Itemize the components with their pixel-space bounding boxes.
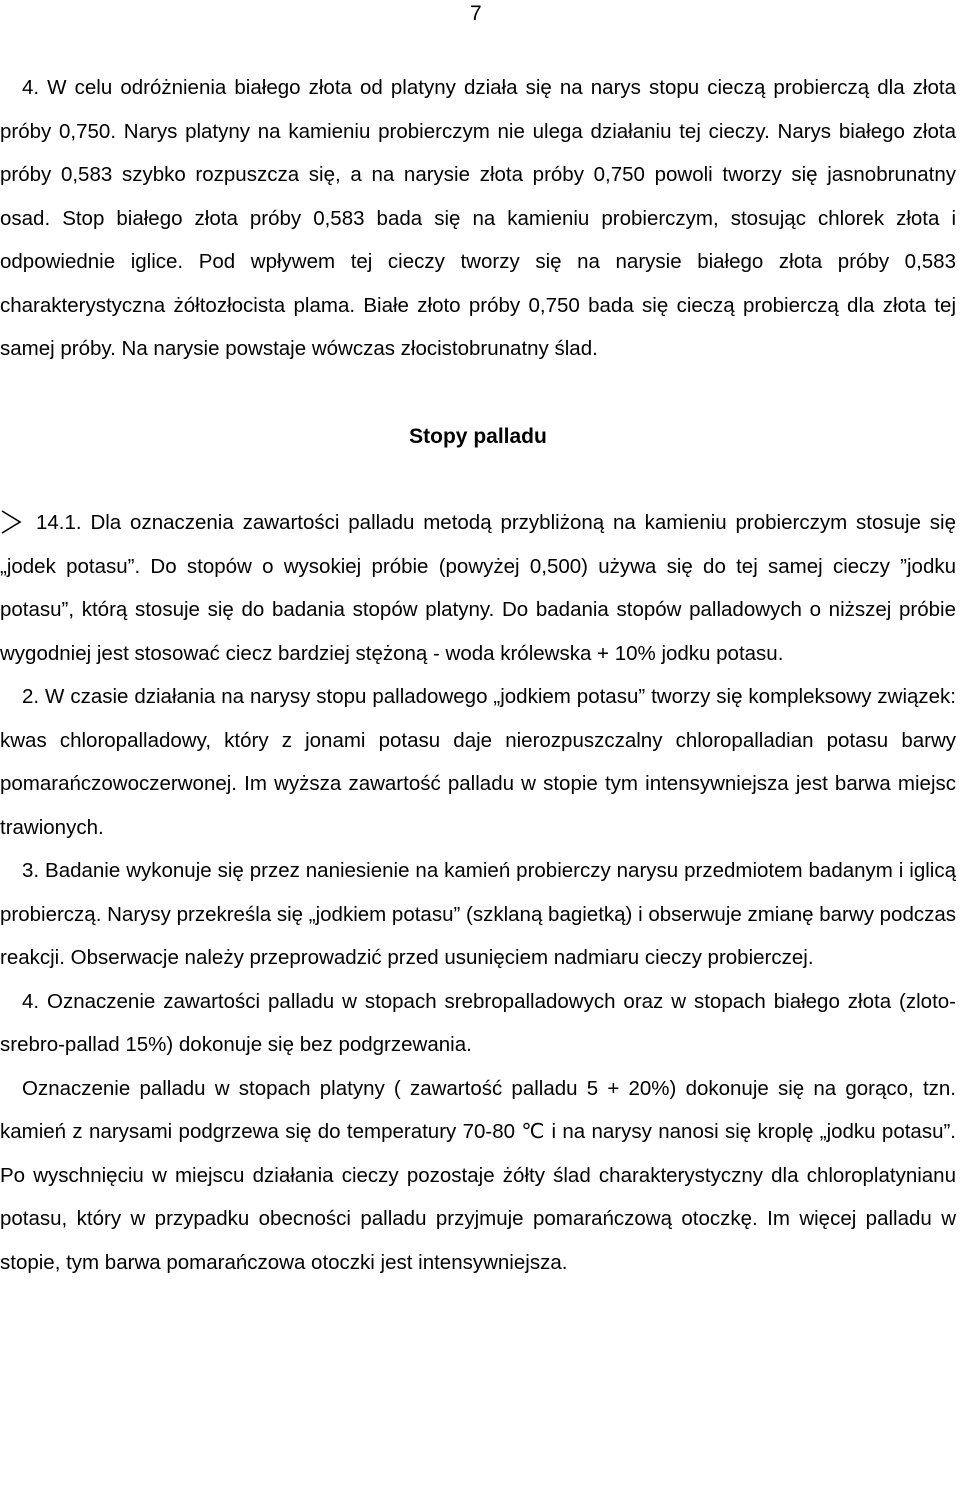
paragraph-14-1 [0,501,956,675]
bracket-mark-icon [0,509,22,535]
paragraph-white-gold-vs-platinum: 4. W celu odróżnienia białego złota od platyny działa się na narys stopu cieczą probierczą dla złota próby 0,750. Narys platyny na kamieniu probierczym nie ulega działaniu tej cieczy. Narys białego złota próby 0,583 szybko rozpuszcza się, a na narysie złota próby 0,750 powoli tworzy się jasnobrunatny osad. Stop białego złota próby 0,583 bada się na kamieniu probierczym, stosując chlorek złota i odpowiednie iglice. Pod wpływem tej cieczy tworzy się na narysie białego złota próby 0,583 charakterystyczna żółtozłocista plama. Białe złoto próby 0,750 bada się cieczą probierczą dla złota tej samej próby. Na narysie powstaje wówczas złocistobrunatny ślad. [0,76,956,360]
document-body [0,66,956,1284]
paragraph-4: 4. Oznaczenie zawartości palladu w stopach srebropalladowych oraz w stopach białego złota (zloto-srebro-pallad 15%) dokonuje się bez podgrzewania. [0,989,956,1056]
page-number: 7 [470,2,482,25]
paragraph-14-1-text: 14.1. Dla oznaczenia zawartości palladu metodą przybliżoną na kamieniu probierczym stosuje się „jodek potasu”. Do stopów o wysokiej próbie (powyżej 0,500) używa się do tej samej cieczy ”jodku potasu”, którą stosuje się do badania stopów platyny. Do badania stopów palladowych o niższej próbie wygodniej jest stosować ciecz bardziej stężoną - woda królewska + 10% jodku potasu. [0,511,956,665]
paragraph-5: Oznaczenie palladu w stopach platyny ( zawartość palladu 5 + 20%) dokonuje się na gorąco, tzn. kamień z narysami podgrzewa się do temperatury 70-80 ℃ i na narysy nanosi się kroplę „jodku potasu”. Po wyschnięciu w miejscu działania cieczy pozostaje żółty ślad charakterystyczny dla chloroplatynianu potasu, który w przypadku obecności palladu przyjmuje pomarańczową otoczkę. Im więcej palladu w stopie, tym barwa pomarańczowa otoczki jest intensywniejsza. [0,1076,956,1274]
section-heading-palladium-alloys: Stopy palladu [409,424,547,448]
paragraph-2: 2. W czasie działania na narysy stopu palladowego „jodkiem potasu” tworzy się kompleksowy związek: kwas chloropalladowy, który z jonami potasu daje nierozpuszczalny chloropalladian potasu barwy pomarańczowoczerwonej. Im wyższa zawartość palladu w stopie tym intensywniejsza jest barwa miejsc trawionych. [0,685,956,839]
paragraph-3: 3. Badanie wykonuje się przez naniesienie na kamień probierczy narysu przedmiotem badanym i iglicą probierczą. Narysy przekreśla się „jodkiem potasu” (szklaną bagietką) i obserwuje zmianę barwy podczas reakcji. Obserwacje należy przeprowadzić przed usunięciem nadmiaru cieczy probierczej. [0,859,956,969]
